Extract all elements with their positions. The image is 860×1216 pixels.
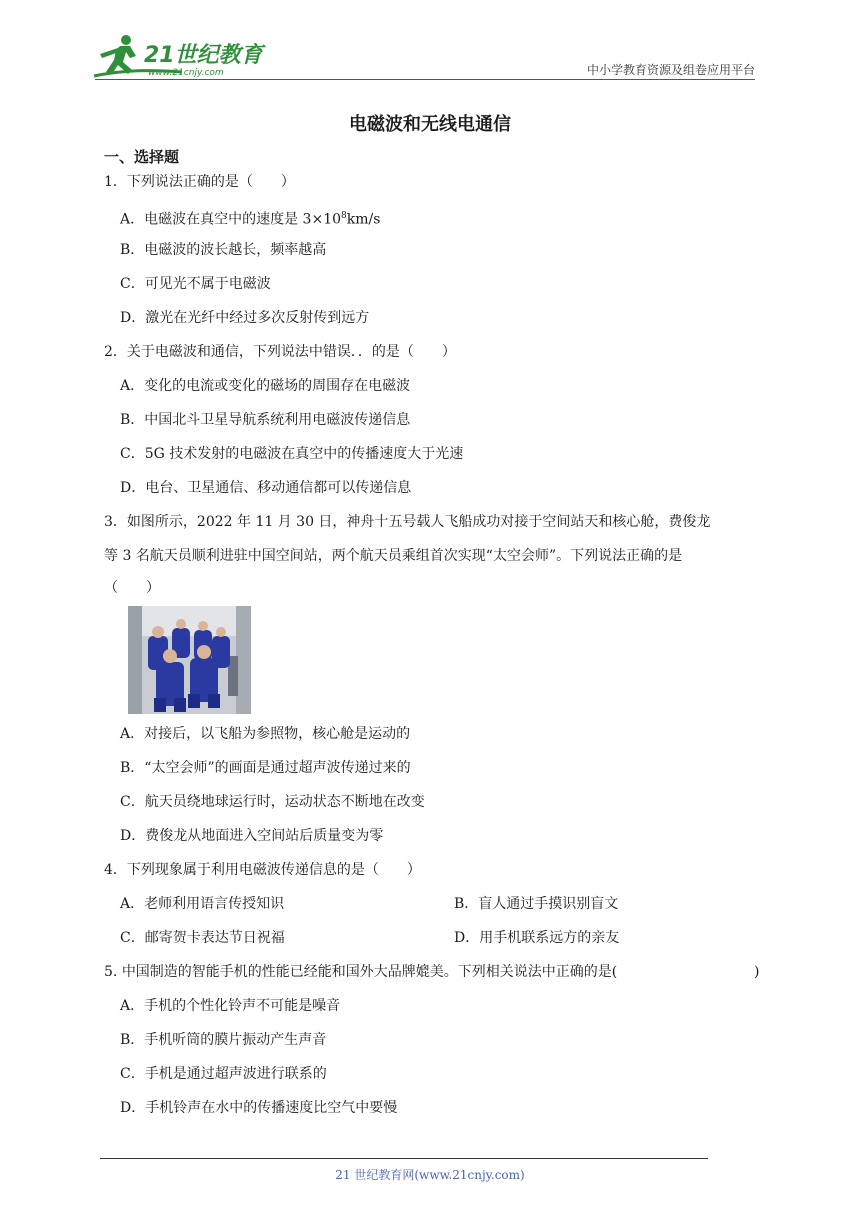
q2-option-a: A．变化的电流或变化的磁场的周围存在电磁波 <box>120 378 411 394</box>
q3-option-b: B．“太空会师”的画面是通过超声波传递过来的 <box>120 760 411 776</box>
question-2: 2．关于电磁波和通信，下列说法中错误．．的是（ ） <box>104 344 456 360</box>
question-3-line-2: 等 3 名航天员顺利进驻中国空间站，两个航天员乘组首次实现“太空会师”。下列说法正确的是 <box>104 548 683 564</box>
q4-option-a: A．老师利用语言传授知识 <box>120 896 285 912</box>
header-divider <box>95 79 755 80</box>
q5-option-a: A．手机的个性化铃声不可能是噪音 <box>120 998 341 1014</box>
q1-option-d: D．激光在光纤中经过多次反射传到远方 <box>120 310 370 326</box>
logo-url: www.21cnjy.com <box>148 68 224 78</box>
runner-icon <box>100 35 136 74</box>
question-3-line-3: （ ） <box>104 580 160 596</box>
document-title: 电磁波和无线电通信 <box>349 114 511 135</box>
q2-option-b: B．中国北斗卫星导航系统利用电磁波传递信息 <box>120 412 411 428</box>
astronauts-photo <box>128 606 251 714</box>
question-1: 1．下列说法正确的是（ ） <box>104 174 295 190</box>
footer-divider <box>100 1158 708 1159</box>
question-5: 5. 中国制造的智能手机的性能已经能和国外大品牌媲美。下列相关说法中正确的是( <box>104 964 618 980</box>
q4-option-b: B．盲人通过手摸识别盲文 <box>454 896 619 912</box>
q5-option-c: C．手机是通过超声波进行联系的 <box>120 1066 327 1082</box>
q1-option-a: A．电磁波在真空中的速度是 $3\times 10^8km/s$ <box>120 211 381 228</box>
q2-option-c: C．5G 技术发射的电磁波在真空中的传播速度大于光速 <box>120 446 464 462</box>
q1-option-b: B．电磁波的波长越长，频率越高 <box>120 242 327 258</box>
q3-option-c: C．航天员绕地球运行时，运动状态不断地在改变 <box>120 794 425 810</box>
q2-option-d: D．电台、卫星通信、移动通信都可以传递信息 <box>120 480 412 496</box>
q5-option-b: B．手机听筒的膜片振动产生声音 <box>120 1032 327 1048</box>
question-5-close-paren: ) <box>754 964 760 980</box>
platform-name: 中小学教育资源及组卷应用平台 <box>586 63 755 77</box>
section-heading: 一、选择题 <box>104 148 180 166</box>
q3-option-a: A．对接后，以飞船为参照物，核心舱是运动的 <box>120 726 411 742</box>
footer-link[interactable]: 21 世纪教育网(www.21cnjy.com) <box>335 1168 525 1182</box>
site-logo <box>90 32 280 82</box>
question-3: 3．如图所示，2022 年 11 月 30 日，神舟十五号载人飞船成功对接于空间站天和核心舱，费俊龙 <box>104 514 711 530</box>
q5-option-d: D．手机铃声在水中的传播速度比空气中要慢 <box>120 1100 398 1116</box>
question-4: 4．下列现象属于利用电磁波传递信息的是（ ） <box>104 862 421 878</box>
logo-text: 21世纪教育 <box>144 43 263 68</box>
q1-option-c: C．可见光不属于电磁波 <box>120 276 271 292</box>
q3-option-d: D．费俊龙从地面进入空间站后质量变为零 <box>120 828 384 844</box>
q4-option-d: D．用手机联系远方的亲友 <box>454 930 620 946</box>
q4-option-c: C．邮寄贺卡表达节日祝福 <box>120 930 285 946</box>
